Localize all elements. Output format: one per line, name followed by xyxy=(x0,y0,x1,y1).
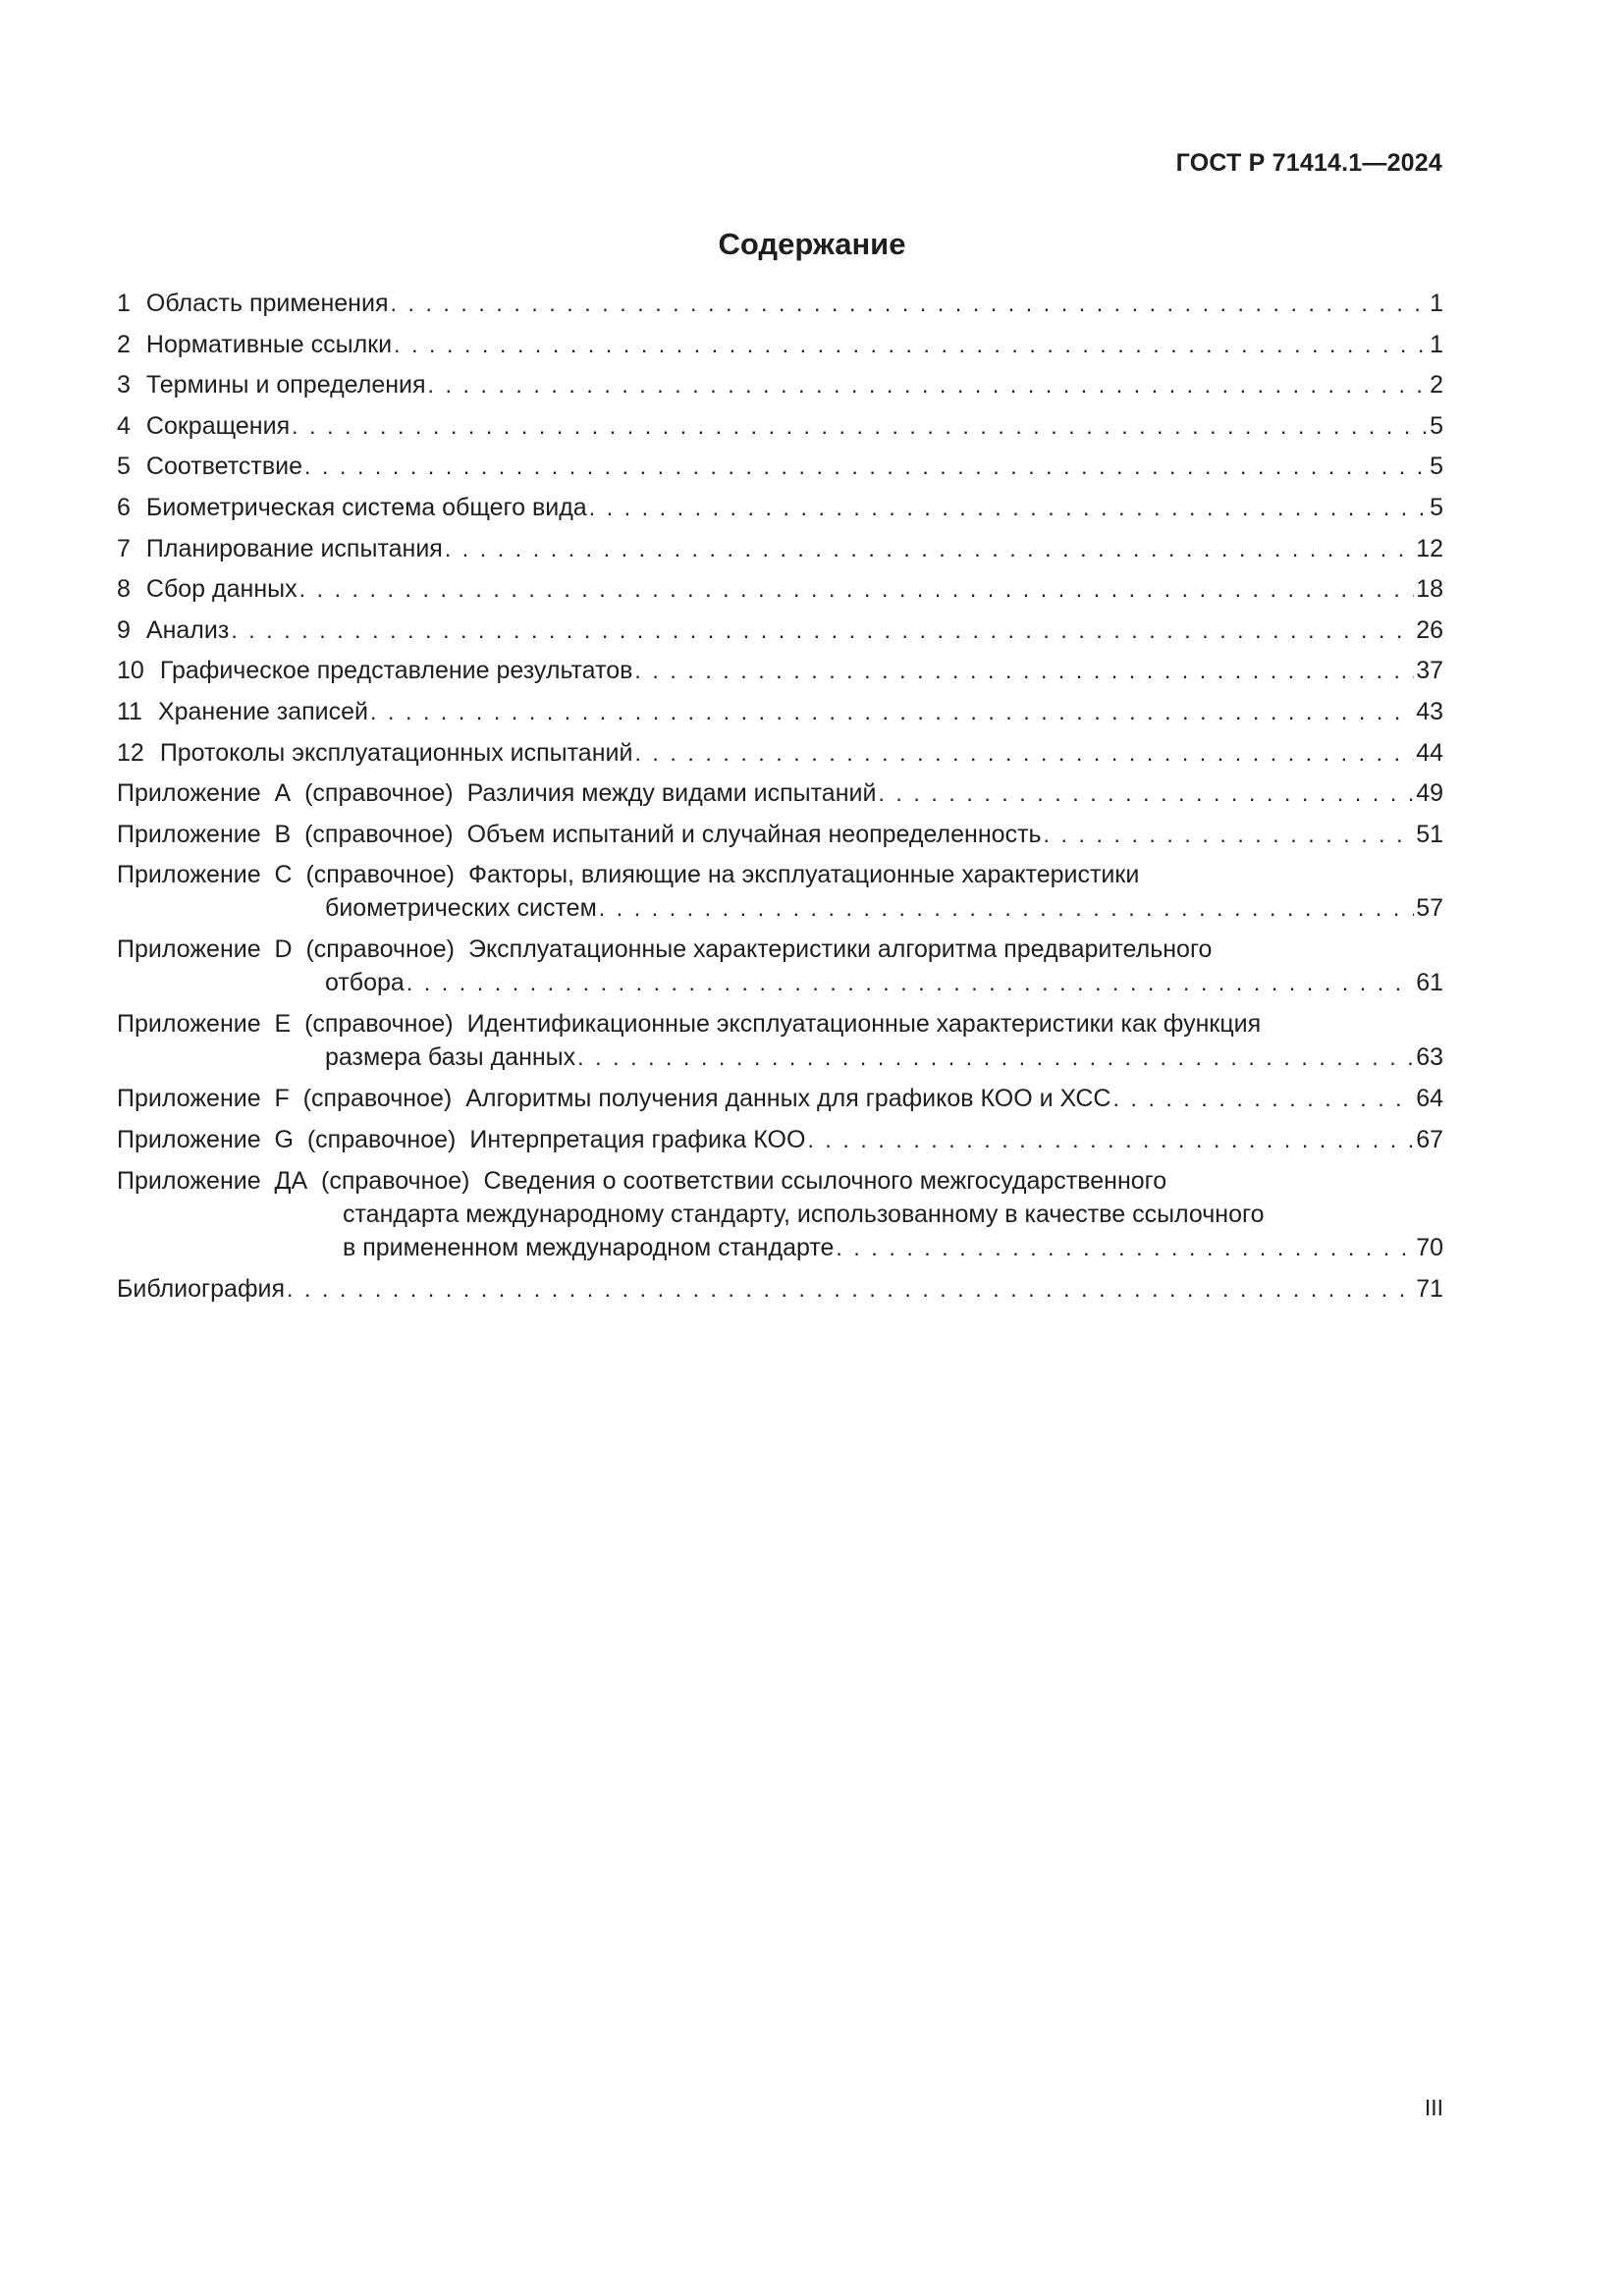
appendix-prefix: Приложение G (справочное) xyxy=(117,1125,457,1153)
toc-entry-9[interactable] xyxy=(117,614,1443,655)
page-ref: 49 xyxy=(1416,779,1443,808)
toc-appendix-g[interactable] xyxy=(117,1123,1443,1164)
appendix-title: Различия между видами испытаний xyxy=(466,779,877,808)
toc-entry-11[interactable] xyxy=(117,695,1443,736)
dot-leader xyxy=(807,1123,1414,1156)
page-ref: 67 xyxy=(1416,1125,1443,1153)
page-ref: 37 xyxy=(1416,657,1443,685)
toc-appendix-c[interactable] xyxy=(117,858,1443,925)
section-title: Нормативные ссылки xyxy=(145,330,393,358)
toc-appendix-e[interactable] xyxy=(117,1007,1443,1074)
appendix-title-line-2: отбора xyxy=(325,969,405,997)
appendix-title-line-1: Идентификационные эксплуатационные характеристики как функция xyxy=(466,1010,1262,1039)
dot-leader xyxy=(634,654,1414,687)
section-number: 2 xyxy=(117,330,131,358)
section-number: 6 xyxy=(117,493,131,521)
dot-leader xyxy=(394,328,1428,361)
page-ref: 70 xyxy=(1416,1233,1443,1261)
toc-entry-10[interactable] xyxy=(117,654,1443,695)
section-number: 5 xyxy=(117,453,131,481)
page-ref: 5 xyxy=(1430,411,1443,440)
page-ref: 61 xyxy=(1416,969,1443,997)
appendix-title: Интерпретация графика КОО xyxy=(469,1125,806,1153)
section-title: Область применения xyxy=(145,290,389,317)
appendix-prefix: Приложение В (справочное) xyxy=(117,820,454,848)
section-number: 1 xyxy=(117,290,131,317)
appendix-title-line-1: Сведения о соответствии ссылочного межгосударственного xyxy=(483,1166,1167,1195)
page-title: Содержание xyxy=(718,227,906,261)
section-title: Соответствие xyxy=(145,453,303,481)
dot-leader xyxy=(304,450,1428,483)
toc-entry-7[interactable] xyxy=(117,532,1443,573)
toc-appendix-d[interactable] xyxy=(117,933,1443,999)
appendix-title-line-3: в примененном международном стандарте xyxy=(343,1233,835,1261)
page-ref: 57 xyxy=(1416,894,1443,923)
section-title: Сбор данных xyxy=(145,575,298,604)
toc-entry-2[interactable] xyxy=(117,328,1443,369)
dot-leader xyxy=(428,368,1429,401)
page-ref: 71 xyxy=(1416,1274,1443,1303)
dot-leader xyxy=(292,409,1428,443)
page-ref: 12 xyxy=(1416,534,1443,562)
standard-code: ГОСТ Р 71414.1—2024 xyxy=(1175,149,1442,177)
dot-leader xyxy=(577,1041,1414,1074)
section-title: Термины и определения xyxy=(145,371,426,400)
section-title: Хранение записей xyxy=(157,697,369,725)
appendix-prefix: Приложение D (справочное) xyxy=(117,935,455,964)
dot-leader xyxy=(878,776,1414,810)
toc-appendix-da[interactable] xyxy=(117,1164,1443,1264)
dot-leader xyxy=(1044,818,1415,851)
section-number: 10 xyxy=(117,657,144,685)
section-title: Биометрическая система общего вида xyxy=(145,493,587,521)
toc-entry-8[interactable] xyxy=(117,572,1443,614)
page-ref: 51 xyxy=(1416,820,1443,848)
page-ref: 63 xyxy=(1416,1043,1443,1072)
section-number: 12 xyxy=(117,738,144,767)
page-ref: 26 xyxy=(1416,615,1443,644)
dot-leader xyxy=(299,572,1415,606)
dot-leader xyxy=(231,614,1414,647)
table-of-contents xyxy=(117,287,1443,1312)
toc-entry-5[interactable] xyxy=(117,450,1443,491)
appendix-prefix: Приложение ДА (справочное) xyxy=(117,1166,470,1195)
section-title: Графическое представление результатов xyxy=(159,657,633,685)
appendix-title-line-2: размера базы данных xyxy=(325,1043,576,1072)
page-number: III xyxy=(1424,2095,1443,2120)
section-title: Протоколы эксплуатационных испытаний xyxy=(159,738,633,767)
toc-entry-1[interactable] xyxy=(117,287,1443,328)
dot-leader xyxy=(589,491,1428,524)
dot-leader xyxy=(370,695,1414,728)
toc-appendix-b[interactable] xyxy=(117,818,1443,859)
section-number: 11 xyxy=(117,697,142,725)
dot-leader xyxy=(287,1272,1414,1306)
appendix-prefix: Приложение Е (справочное) xyxy=(117,1010,454,1039)
appendix-title-line-1: Эксплуатационные характеристики алгоритма предварительного xyxy=(467,935,1213,964)
toc-entry-12[interactable] xyxy=(117,736,1443,777)
section-number: 3 xyxy=(117,371,131,400)
bibliography-title: Библиография xyxy=(117,1274,286,1303)
page-ref: 1 xyxy=(1430,330,1443,358)
toc-entry-3[interactable] xyxy=(117,368,1443,409)
dot-leader xyxy=(836,1231,1414,1264)
section-number: 4 xyxy=(117,411,131,440)
section-number: 9 xyxy=(117,615,131,644)
page-ref: 2 xyxy=(1430,371,1443,400)
page-ref: 5 xyxy=(1430,493,1443,521)
dot-leader xyxy=(445,532,1414,565)
appendix-title: Алгоритмы получения данных для графиков КОО и ХСС xyxy=(465,1085,1111,1113)
dot-leader xyxy=(599,891,1414,925)
page-ref: 5 xyxy=(1430,453,1443,481)
appendix-title: Объем испытаний и случайная неопределенность xyxy=(466,820,1042,848)
dot-leader xyxy=(390,287,1428,320)
section-number: 7 xyxy=(117,534,131,562)
page-ref: 44 xyxy=(1416,738,1443,767)
section-title: Анализ xyxy=(145,615,230,644)
section-title: Сокращения xyxy=(145,411,291,440)
toc-entry-4[interactable] xyxy=(117,409,1443,451)
appendix-title-line-1: Факторы, влияющие на эксплуатационные характеристики xyxy=(467,861,1140,889)
appendix-title-line-2: стандарта международному стандарту, использованному в качестве ссылочного xyxy=(343,1200,1265,1228)
toc-appendix-a[interactable] xyxy=(117,776,1443,818)
appendix-prefix: Приложение А (справочное) xyxy=(117,779,454,808)
dot-leader xyxy=(1112,1082,1414,1115)
section-title: Планирование испытания xyxy=(145,534,443,562)
section-number: 8 xyxy=(117,575,131,604)
page-ref: 43 xyxy=(1416,697,1443,725)
page-ref: 1 xyxy=(1430,290,1443,317)
page-ref: 64 xyxy=(1416,1085,1443,1113)
dot-leader xyxy=(406,966,1414,999)
appendix-prefix: Приложение F (справочное) xyxy=(117,1085,453,1113)
appendix-prefix: Приложение С (справочное) xyxy=(117,861,455,889)
toc-entry-6[interactable] xyxy=(117,491,1443,532)
appendix-title-line-2: биометрических систем xyxy=(325,894,597,923)
page-ref: 18 xyxy=(1416,575,1443,604)
toc-bibliography[interactable] xyxy=(117,1272,1443,1313)
dot-leader xyxy=(634,736,1414,770)
toc-appendix-f[interactable] xyxy=(117,1082,1443,1123)
